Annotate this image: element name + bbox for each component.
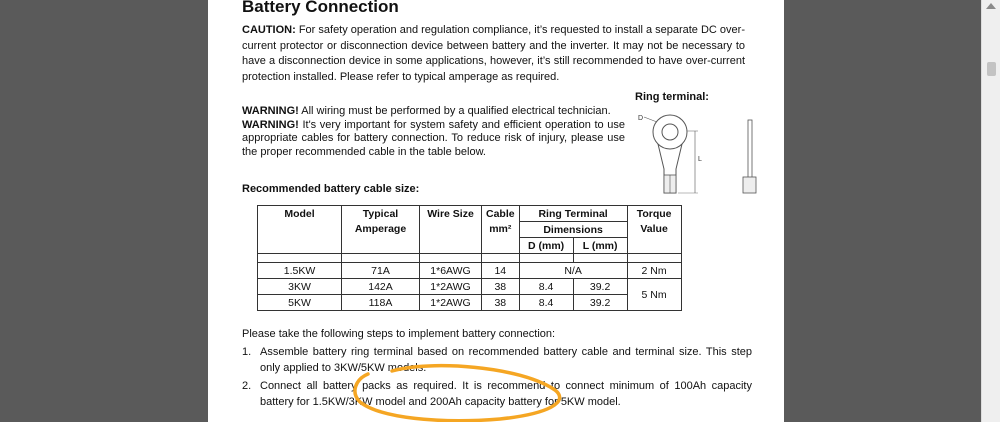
- side-view-tab: [748, 120, 752, 178]
- cell-torque: 5 Nm: [627, 279, 681, 311]
- step-1: [242, 344, 752, 376]
- caution-label: CAUTION:: [242, 24, 296, 36]
- step-number: 1.: [242, 346, 252, 358]
- ring-terminal-label: Ring terminal:: [635, 91, 709, 103]
- warning-text: It's very important for system safety and efficient operation to use appropriate cables for battery connection. To reduce risk of injury, please use the proper recommended cable in the table below.: [242, 118, 625, 158]
- cell-model: 5KW: [258, 295, 342, 311]
- header-torque-value: Torque Value: [627, 206, 681, 254]
- steps-block: [242, 326, 752, 410]
- table-row: [258, 279, 682, 295]
- cell-l: 39.2: [573, 295, 627, 311]
- d-dim-label: D: [638, 115, 644, 122]
- l-dim-label: L: [698, 156, 702, 163]
- d-dim-line: [644, 117, 657, 122]
- cell-wire: 1*2AWG: [420, 279, 482, 295]
- table-row: [258, 263, 682, 279]
- header-wire-size: Wire Size: [420, 206, 482, 254]
- step-2: [242, 378, 752, 410]
- vertical-scrollbar[interactable]: [981, 0, 1000, 422]
- warning-1: [242, 105, 625, 119]
- steps-intro: Please take the following steps to implement battery connection:: [242, 328, 556, 340]
- warning-label: WARNING!: [242, 118, 299, 131]
- side-view-barrel: [743, 177, 756, 193]
- table-header-row: [258, 206, 682, 222]
- cell-torque: 2 Nm: [627, 263, 681, 279]
- scroll-up-arrow-icon[interactable]: [986, 3, 996, 9]
- warning-text: All wiring must be performed by a qualified electrical technician.: [298, 105, 611, 117]
- table-row: [258, 295, 682, 311]
- step-text: Assemble battery ring terminal based on recommended battery cable and terminal size. This step only applied to 3KW/5KW models.: [260, 346, 752, 374]
- cell-model: 3KW: [258, 279, 342, 295]
- warning-2: [242, 119, 625, 160]
- step-text: Connect all battery packs as required. It is recommend to connect minimum of 100Ah capacity battery for 1.5KW/3KW model and 200Ah capacity battery for 5KW model.: [260, 380, 752, 408]
- ring-outer: [653, 115, 687, 149]
- table-spacer-row: [258, 254, 682, 263]
- header-model: Model: [258, 206, 342, 254]
- step-number: 2.: [242, 380, 252, 392]
- cell-amperage: 142A: [342, 279, 420, 295]
- cell-wire: 1*6AWG: [420, 263, 482, 279]
- cell-cable: 38: [482, 295, 520, 311]
- cell-l: 39.2: [573, 279, 627, 295]
- cell-na: N/A: [519, 263, 627, 279]
- cell-cable: 14: [482, 263, 520, 279]
- ring-terminal-diagram: [608, 107, 768, 199]
- cell-amperage: 118A: [342, 295, 420, 311]
- cell-d: 8.4: [519, 295, 573, 311]
- header-typical-amperage: Typical Amperage: [342, 206, 420, 254]
- ring-hole: [662, 124, 678, 140]
- caution-text: For safety operation and regulation compliance, it’s requested to install a separate DC over-current protector or disconnection device between battery and the inverter. It may not be necessary to have a disconnection device in some applications, however, it’s still recommended to have over-current protection installed. Please refer to typical amperage as required.: [242, 24, 745, 84]
- warning-label: WARNING!: [242, 105, 299, 117]
- header-ring-terminal: Ring Terminal: [519, 206, 627, 222]
- cell-d: 8.4: [519, 279, 573, 295]
- document-page: [208, 0, 784, 422]
- cell-wire: 1*2AWG: [420, 295, 482, 311]
- scrollbar-thumb[interactable]: [987, 62, 996, 76]
- caution-paragraph: [242, 23, 745, 86]
- section-title: Battery Connection: [242, 0, 399, 16]
- warnings-block: [242, 105, 625, 159]
- cell-amperage: 71A: [342, 263, 420, 279]
- table-title: Recommended battery cable size:: [242, 183, 420, 195]
- cell-cable: 38: [482, 279, 520, 295]
- cell-model: 1.5KW: [258, 263, 342, 279]
- header-l-mm: L (mm): [573, 238, 627, 254]
- header-d-mm: D (mm): [519, 238, 573, 254]
- cable-size-table: [257, 205, 682, 311]
- header-dimensions: Dimensions: [519, 222, 627, 238]
- header-cable: Cable mm²: [482, 206, 520, 254]
